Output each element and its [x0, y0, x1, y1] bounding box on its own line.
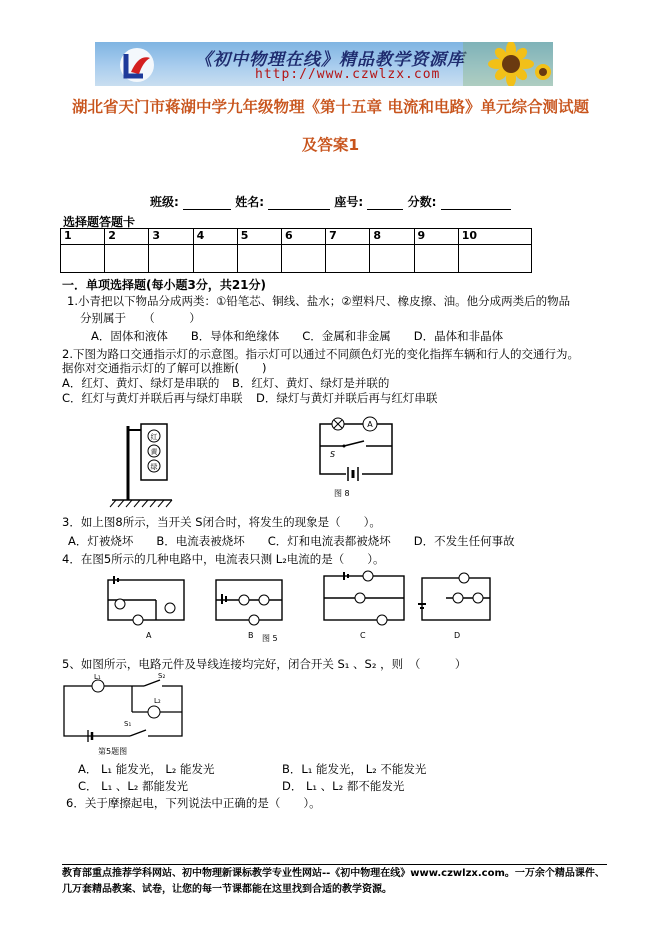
- page-title: 湖北省天门市蒋湖中学九年级物理《第十五章 电流和电路》单元综合测试题: [72, 98, 589, 116]
- score-label: 分数:: [407, 195, 437, 209]
- red-lamp-label: 红: [150, 433, 158, 441]
- answer-number: 7: [326, 229, 370, 245]
- score-blank[interactable]: [441, 197, 511, 210]
- answer-number: 9: [414, 229, 458, 245]
- q2-option-d: D．绿灯与黄灯并联后再与红灯串联: [256, 391, 438, 405]
- yellow-lamp-label: 黄: [150, 448, 158, 456]
- answer-number: 5: [237, 229, 281, 245]
- header-banner: [95, 42, 553, 86]
- answer-number: 4: [193, 229, 237, 245]
- figure-5-label-c: C: [360, 631, 366, 640]
- q5-stem: 5、如图所示，电路元件及导线连接均完好，闭合开关 S₁ 、S₂ ，则 （ ）: [62, 657, 467, 671]
- q5-option-c: C． L₁ 、L₂ 都能发光: [78, 779, 189, 793]
- answer-card-title: 选择题答题卡: [63, 215, 136, 229]
- answer-cell[interactable]: [105, 245, 149, 273]
- switch-label: S: [330, 450, 336, 459]
- answer-number: 8: [370, 229, 414, 245]
- q5-option-d: D． L₁ 、L₂ 都不能发光: [282, 779, 405, 793]
- figure-5-caption: 图 5: [262, 634, 278, 643]
- q5-option-a: A． L₁ 能发光， L₂ 能发光: [78, 762, 215, 776]
- traffic-light-figure: [108, 420, 178, 508]
- q1-options: A．固体和液体 B．导体和绝缘体 C．金属和非金属 D．晶体和非晶体: [91, 329, 504, 343]
- green-lamp-label: 绿: [150, 463, 158, 471]
- seat-blank[interactable]: [367, 197, 403, 210]
- q6-stem: 6．关于摩擦起电，下列说法中正确的是（ ）。: [66, 796, 321, 810]
- answer-number: 6: [281, 229, 325, 245]
- sunflower-icon: [463, 42, 553, 86]
- ammeter-label: A: [367, 420, 373, 429]
- answer-cell[interactable]: [414, 245, 458, 273]
- q5-l2-label: L₂: [154, 697, 161, 705]
- answer-number: 10: [458, 229, 531, 245]
- figure-5-label-a: A: [146, 631, 152, 640]
- class-label: 班级:: [150, 195, 179, 209]
- answer-number: 2: [105, 229, 149, 245]
- q2-stem-continued: 据你对交通指示灯的了解可以推断( ): [62, 361, 267, 375]
- q2-stem: 2.下图为路口交通指示灯的示意图。指示灯可以通过不同颜色灯光的变化指挥车辆和行人的交通行为。: [62, 347, 579, 361]
- name-blank[interactable]: [268, 197, 330, 210]
- figure-q5-circuit: [58, 670, 188, 750]
- answer-cell[interactable]: [281, 245, 325, 273]
- q5-s1-label: S₁: [124, 720, 132, 728]
- answer-number: 3: [149, 229, 193, 245]
- figure-5-circuits: [98, 568, 498, 648]
- answer-number: 1: [61, 229, 105, 245]
- q5-l1-label: L₁: [94, 673, 101, 681]
- seat-label: 座号:: [334, 195, 364, 209]
- q4-stem: 4．在图5所示的几种电路中，电流表只测 L₂电流的是（ ）。: [62, 552, 385, 566]
- banner-title: 《初中物理在线》精品教学资源库: [195, 50, 465, 70]
- figure-5-label-b: B: [248, 631, 254, 640]
- footer-line-1: 教育部重点推荐学科网站、初中物理新课标教学专业性网站--《初中物理在线》www.czwlzx.com。一万余个精品课件、: [62, 868, 605, 879]
- answer-cell[interactable]: [370, 245, 414, 273]
- answer-cell[interactable]: [149, 245, 193, 273]
- q3-options: A．灯被烧坏 B．电流表被烧坏 C．灯和电流表都被烧坏 D．不发生任何事故: [68, 534, 515, 548]
- q2-option-b: B．红灯、黄灯、绿灯是并联的: [232, 376, 390, 390]
- site-logo-icon: [117, 46, 157, 84]
- page-title-continued: 及答案1: [301, 136, 360, 154]
- footer-line-2: 几万套精品教案、试卷，让您的每一节课都能在这里找到合适的教学资源。: [62, 884, 392, 895]
- figure-8-caption: 图 8: [334, 489, 350, 498]
- answer-card-table: [60, 228, 532, 273]
- q1-stem: 1.小青把以下物品分成两类：①铅笔芯、铜线、盐水；②塑料尺、橡皮擦、油。他分成两类后的物品: [67, 294, 571, 308]
- q2-option-c: C．红灯与黄灯并联后再与绿灯串联: [62, 391, 243, 405]
- q1-stem-continued: 分别属于 （ ）: [80, 311, 201, 325]
- answer-cell[interactable]: [237, 245, 281, 273]
- q5-figure-caption: 第5题图: [98, 747, 128, 756]
- section-title: 一．单项选择题(每小题3分，共21分): [62, 278, 267, 292]
- q2-option-a: A．红灯、黄灯、绿灯是串联的: [62, 376, 220, 390]
- q5-s2-label: S₂: [158, 672, 166, 680]
- figure-5-label-d: D: [454, 631, 461, 640]
- figure-8-circuit: [308, 412, 408, 500]
- answer-cell[interactable]: [193, 245, 237, 273]
- answer-cell[interactable]: [326, 245, 370, 273]
- student-info-row: [150, 193, 511, 210]
- page-footer: [62, 864, 607, 898]
- name-label: 姓名:: [235, 195, 264, 209]
- class-blank[interactable]: [183, 197, 231, 210]
- q5-option-b: B．L₁ 能发光， L₂ 不能发光: [282, 762, 427, 776]
- q3-stem: 3．如上图8所示，当开关 S闭合时，将发生的现象是（ ）。: [62, 515, 381, 529]
- banner-url[interactable]: http://www.czwlzx.com: [255, 67, 441, 82]
- answer-cell[interactable]: [458, 245, 531, 273]
- answer-cell[interactable]: [61, 245, 105, 273]
